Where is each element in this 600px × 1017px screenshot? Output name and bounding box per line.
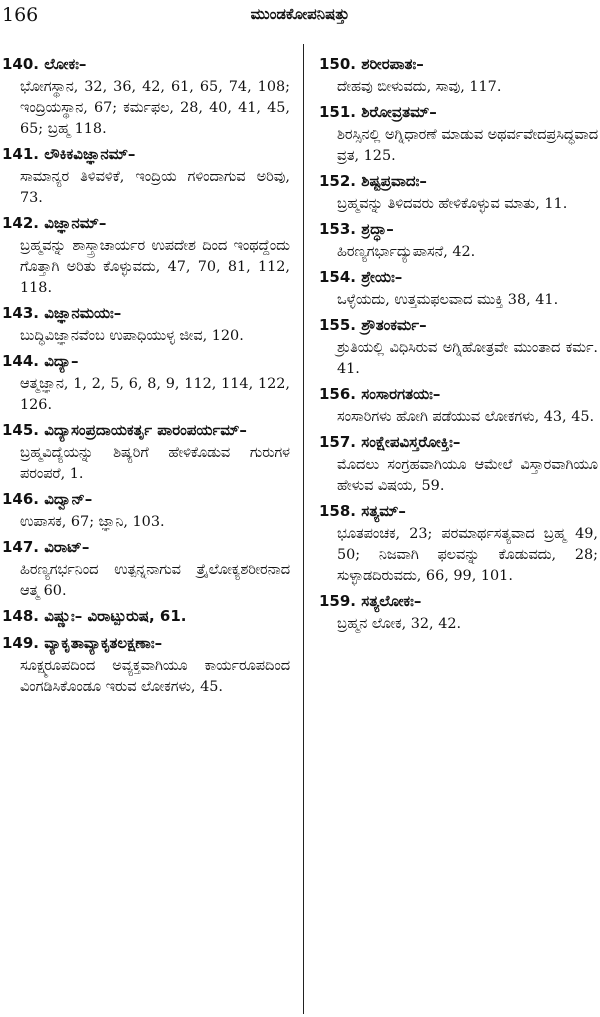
- entry-headword: 150. ಶರೀರಪಾತಃ–: [319, 55, 424, 73]
- entry-headword: 153. ಶ್ರದ್ಧಾ–: [319, 220, 394, 238]
- entry-headword: 140. ಲೋಕಃ–: [2, 55, 87, 73]
- page-header: [0, 0, 600, 30]
- entry-text: ಮೊದಲು ಸಂಗ್ರಹವಾಗಿಯೂ ಆಮೇಲೆ ವಿಸ್ತಾರವಾಗಿಯೂ ಹೇಳುವ ವಿಷಯ, 59.: [337, 457, 598, 494]
- entry-text: ದೇಹವು ಬೀಳುವದು, ಸಾವು, 117.: [337, 79, 502, 95]
- entry-text: ಸಂಸಾರಿಗಳು ಹೋಗಿ ಪಡೆಯುವ ಲೋಕಗಳು, 43, 45.: [337, 409, 595, 425]
- index-entry: [319, 589, 598, 635]
- entry-text: ಭೋಗಸ್ಥಾನ, 32, 36, 42, 61, 65, 74, 108; ಇಂದ್ರಿಯಸ್ಥಾನ, 67; ಕರ್ಮಫಲ, 28, 40, 41, 45, 65; ಬ್ರಹ್ಮ 118.: [20, 79, 290, 137]
- index-entry: [2, 349, 290, 416]
- index-entry: [2, 418, 290, 485]
- entry-text: ಹಿರಣ್ಯಗರ್ಭನಿಂದ ಉತ್ಪನ್ನನಾಗುವ ತ್ರೈಲೋಕ್ಯಶರೀರನಾದ ಆತ್ಮ 60.: [20, 562, 290, 599]
- entry-text: ಒಳ್ಳೆಯದು, ಉತ್ತಮಫಲವಾದ ಮುಕ್ತಿ 38, 41.: [337, 292, 559, 308]
- entry-text: ಆತ್ಮಜ್ಞಾನ, 1, 2, 5, 6, 8, 9, 112, 114, 122, 126.: [20, 376, 290, 413]
- entry-text: ಬ್ರಹ್ಮವಿದ್ಯೆಯನ್ನು ಶಿಷ್ಯರಿಗೆ ಹೇಳಿಕೊಡುವ ಗುರುಗಳ ಪರಂಪರೆ, 1.: [20, 445, 290, 482]
- index-entry: [2, 301, 290, 347]
- entry-text: ಬ್ರಹ್ಮವನ್ನು ಶಾಸ್ತ್ರಾಚಾರ್ಯರ ಉಪದೇಶ ದಿಂದ ಇಂಥದ್ದೆಂದು ಗೊತ್ತಾಗಿ ಅರಿತು ಕೊಳ್ಳುವದು, 47, 70, 81, 112, 118.: [20, 238, 290, 296]
- entry-headword: 145. ವಿದ್ಯಾಸಂಪ್ರದಾಯಕರ್ತೃ ಪಾರಂಪರ್ಯಮ್–: [2, 421, 247, 439]
- entry-headword: 149. ವ್ಯಾಕೃತಾವ್ಯಾಕೃತಲಕ್ಷಣಾಃ–: [2, 634, 163, 652]
- entry-headword: 142. ವಿಜ್ಞಾನಮ್–: [2, 214, 107, 232]
- entry-headword: 152. ಶಿಷ್ಟಪ್ರವಾದಃ–: [319, 172, 427, 190]
- entry-text: ಉಪಾಸಕ, 67; ಜ್ಞಾನಿ, 103.: [20, 514, 165, 530]
- entry-text: ಸೂಕ್ಷ್ಮರೂಪದಿಂದ ಅವ್ಯಕ್ತವಾಗಿಯೂ ಕಾರ್ಯರೂಪದಿಂದ ವಿಂಗಡಿಸಿಕೊಂಡೂ ಇರುವ ಲೋಕಗಳು, 45.: [20, 658, 290, 695]
- index-entry: [319, 265, 598, 311]
- entry-text: ಶಿರಸ್ಸಿನಲ್ಲಿ ಅಗ್ನಿಧಾರಣೆ ಮಾಡುವ ಅಥರ್ವವೇದಪ್ರಸಿದ್ಧವಾದ ವ್ರತ, 125.: [337, 127, 598, 164]
- entry-headword: 154. ಶ್ರೇಯಃ–: [319, 268, 403, 286]
- entry-headword: 146. ವಿದ್ವಾನ್–: [2, 490, 93, 508]
- index-entry: [2, 142, 290, 209]
- index-column-left: [2, 52, 290, 700]
- index-entry: [319, 169, 598, 215]
- entry-text: ಬ್ರಹ್ಮವನ್ನು ತಿಳಿದವರು ಹೇಳಿಕೊಳ್ಳುವ ಮಾತು, 11.: [337, 196, 568, 212]
- index-entry: [319, 52, 598, 98]
- index-entry: [2, 52, 290, 140]
- entry-headword: 159. ಸತ್ಯಲೋಕಃ–: [319, 592, 422, 610]
- index-entry: [2, 604, 290, 629]
- entry-text: ಬ್ರಹ್ಮನ ಲೋಕ, 32, 42.: [337, 616, 462, 632]
- entry-headword: 141. ಲೌಕಿಕವಿಜ್ಞಾನಮ್–: [2, 145, 136, 163]
- entry-headword: 147. ವಿರಾಟ್–: [2, 538, 90, 556]
- index-entry: [319, 430, 598, 497]
- index-entry: [2, 631, 290, 698]
- entry-headword: 144. ವಿದ್ಯಾ–: [2, 352, 79, 370]
- entry-headword: 148. ವಿಷ್ಣುಃ– ವಿರಾಟ್ಪುರುಷ, 61.: [2, 607, 187, 625]
- index-entry: [2, 535, 290, 602]
- entry-headword: 155. ಶ್ರೌತಂಕರ್ಮ–: [319, 316, 427, 334]
- entry-headword: 143. ವಿಜ್ಞಾನಮಯಃ–: [2, 304, 122, 322]
- index-entry: [319, 382, 598, 428]
- index-entry: [2, 211, 290, 299]
- entry-headword: 158. ಸತ್ಯಮ್–: [319, 502, 406, 520]
- running-title: ಮುಂಡಕೋಪನಿಷತ್ತು: [250, 5, 350, 23]
- entry-headword: 151. ಶಿರೋವ್ರತಮ್–: [319, 103, 437, 121]
- index-entry: [319, 100, 598, 167]
- entry-text: ಶ್ರುತಿಯಲ್ಲಿ ವಿಧಿಸಿರುವ ಅಗ್ನಿಹೋತ್ರವೇ ಮುಂತಾದ ಕರ್ಮ. 41.: [337, 340, 598, 377]
- index-entry: [319, 217, 598, 263]
- entry-headword: 157. ಸಂಕ್ಷೇಪವಿಸ್ತರೋಕ್ತಿಃ–: [319, 433, 461, 451]
- page-number: 166: [2, 4, 39, 26]
- index-entry: [319, 499, 598, 587]
- entry-headword: 156. ಸಂಸಾರಗತಯಃ–: [319, 385, 441, 403]
- index-entry: [2, 487, 290, 533]
- entry-text: ಬುದ್ಧಿವಿಜ್ಞಾನವೆಂಬ ಉಪಾಧಿಯುಳ್ಳ ಜೀವ, 120.: [20, 328, 244, 344]
- entry-text: ಸಾಮಾನ್ಯರ ತಿಳಿವಳಿಕೆ, ಇಂದ್ರಿಯ ಗಳಿಂದಾಗುವ ಅರಿವು, 73.: [20, 169, 290, 206]
- index-column-right: [319, 52, 598, 637]
- column-divider: [303, 44, 304, 1014]
- entry-text: ಹಿರಣ್ಯಗರ್ಭಾದ್ಯುಪಾಸನೆ, 42.: [337, 244, 476, 260]
- index-entry: [319, 313, 598, 380]
- entry-text: ಭೂತಪಂಚಕ, 23; ಪರಮಾರ್ಥಸತ್ಯವಾದ ಬ್ರಹ್ಮ 49, 50; ನಿಜವಾಗಿ ಫಲವನ್ನು ಕೊಡುವದು, 28; ಸುಳ್ಳಾಡದಿರುವದು, 66, 99, 101.: [337, 526, 598, 584]
